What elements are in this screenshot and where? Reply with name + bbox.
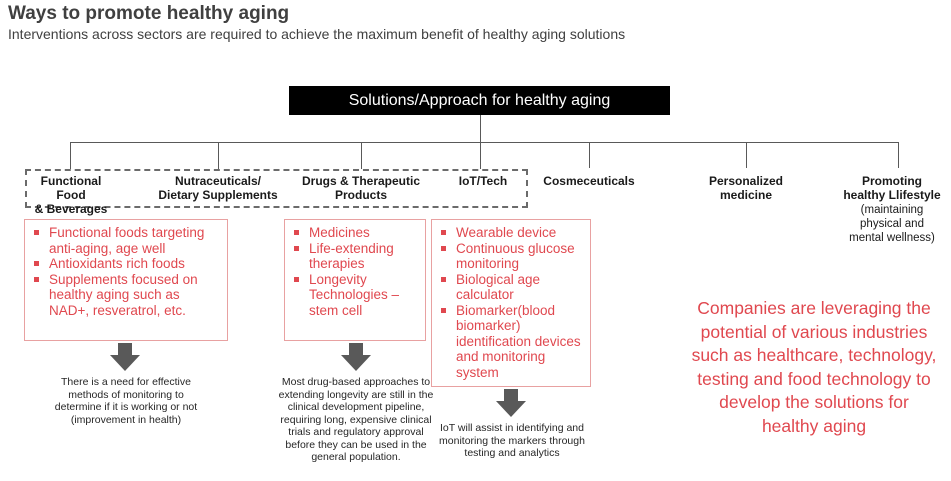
- page-subtitle: Interventions across sectors are required to achieve the maximum benefit of healthy aging solutions: [8, 26, 626, 42]
- category-line: IoT/Tech: [458, 174, 508, 188]
- category-lifestyle: [836, 174, 948, 202]
- category-line: medicine: [719, 188, 773, 202]
- category-line: Nutraceuticals/: [174, 174, 262, 188]
- category-functional-food: [28, 174, 114, 216]
- category-line: Dietary Supplements: [158, 188, 278, 202]
- branch-tick-iot: [480, 142, 481, 169]
- iot-items-list: [432, 220, 590, 384]
- list-item: Biomarker(blood biomarker) identification devices and monitoring system: [456, 303, 584, 381]
- list-item: Biological age calculator: [456, 272, 584, 303]
- branch-tick-functional-food: [70, 142, 71, 169]
- list-item: Continuous glucose monitoring: [456, 241, 584, 272]
- list-item: Life-extending therapies: [309, 241, 419, 272]
- category-line: Personalized: [708, 174, 784, 188]
- branch-line: [70, 142, 898, 143]
- category-line: & Beverages: [34, 202, 108, 216]
- list-item: Longevity Technologies – stem cell: [309, 272, 419, 319]
- food-note: There is a need for effective methods of monitoring to determine if it is working or not (improvement in health): [54, 376, 198, 426]
- list-item: Wearable device: [456, 225, 584, 241]
- branch-tick-cosmeceuticals: [589, 142, 590, 168]
- branch-tick-nutraceuticals: [218, 142, 219, 169]
- category-line: Cosmeceuticals: [543, 174, 635, 188]
- iot-note: IoT will assist in identifying and monitoring the markers through testing and analytics: [439, 422, 585, 459]
- list-item: Antioxidants rich foods: [49, 256, 221, 272]
- category-line: Drugs & Therapeutic: [301, 174, 421, 188]
- branch-tick-personalized: [746, 142, 747, 168]
- category-iot: [440, 174, 526, 188]
- page-title: Ways to promote healthy aging: [8, 3, 290, 24]
- category-line: healthy Llifestyle: [843, 188, 941, 202]
- food-items-list: [25, 220, 227, 322]
- list-item: Functional foods targeting anti-aging, age well: [49, 225, 221, 256]
- category-drugs: [293, 174, 429, 202]
- list-item: Medicines: [309, 225, 419, 241]
- lifestyle-note-line: mental wellness): [849, 232, 935, 244]
- branch-tick-drugs: [361, 142, 362, 169]
- lifestyle-note-line: (maintaining: [860, 204, 924, 216]
- category-nutraceuticals: [150, 174, 286, 202]
- drugs-items-list: [285, 220, 425, 322]
- category-cosmeceuticals: [539, 174, 639, 188]
- category-line: Functional Food: [40, 174, 102, 202]
- category-line: Products: [334, 188, 387, 202]
- companies-callout: Companies are leveraging the potential of various industries such as healthcare, technology, testing and food technology to develop the solutions for healthy aging: [691, 298, 937, 436]
- category-line: Promoting: [862, 174, 922, 188]
- lifestyle-note: [836, 203, 948, 245]
- iot-items-box: [431, 219, 591, 387]
- down-arrow-icon: [341, 343, 371, 371]
- drugs-items-box: [284, 219, 426, 341]
- root-node: Solutions/Approach for healthy aging: [289, 86, 670, 115]
- branch-tick-lifestyle: [898, 142, 899, 168]
- down-arrow-icon: [496, 389, 526, 417]
- list-item: Supplements focused on healthy aging such as NAD+, resveratrol, etc.: [49, 272, 221, 319]
- root-connector: [480, 115, 481, 142]
- category-personalized: [696, 174, 796, 202]
- lifestyle-note-line: physical and: [860, 218, 924, 230]
- food-items-box: [24, 219, 228, 341]
- drugs-note: Most drug-based approaches to extending longevity are still in the clinical development pipeline, requiring long, expensive clinical trials and regulatory approval before they can be used in the general population.: [278, 376, 434, 463]
- down-arrow-icon: [110, 343, 140, 371]
